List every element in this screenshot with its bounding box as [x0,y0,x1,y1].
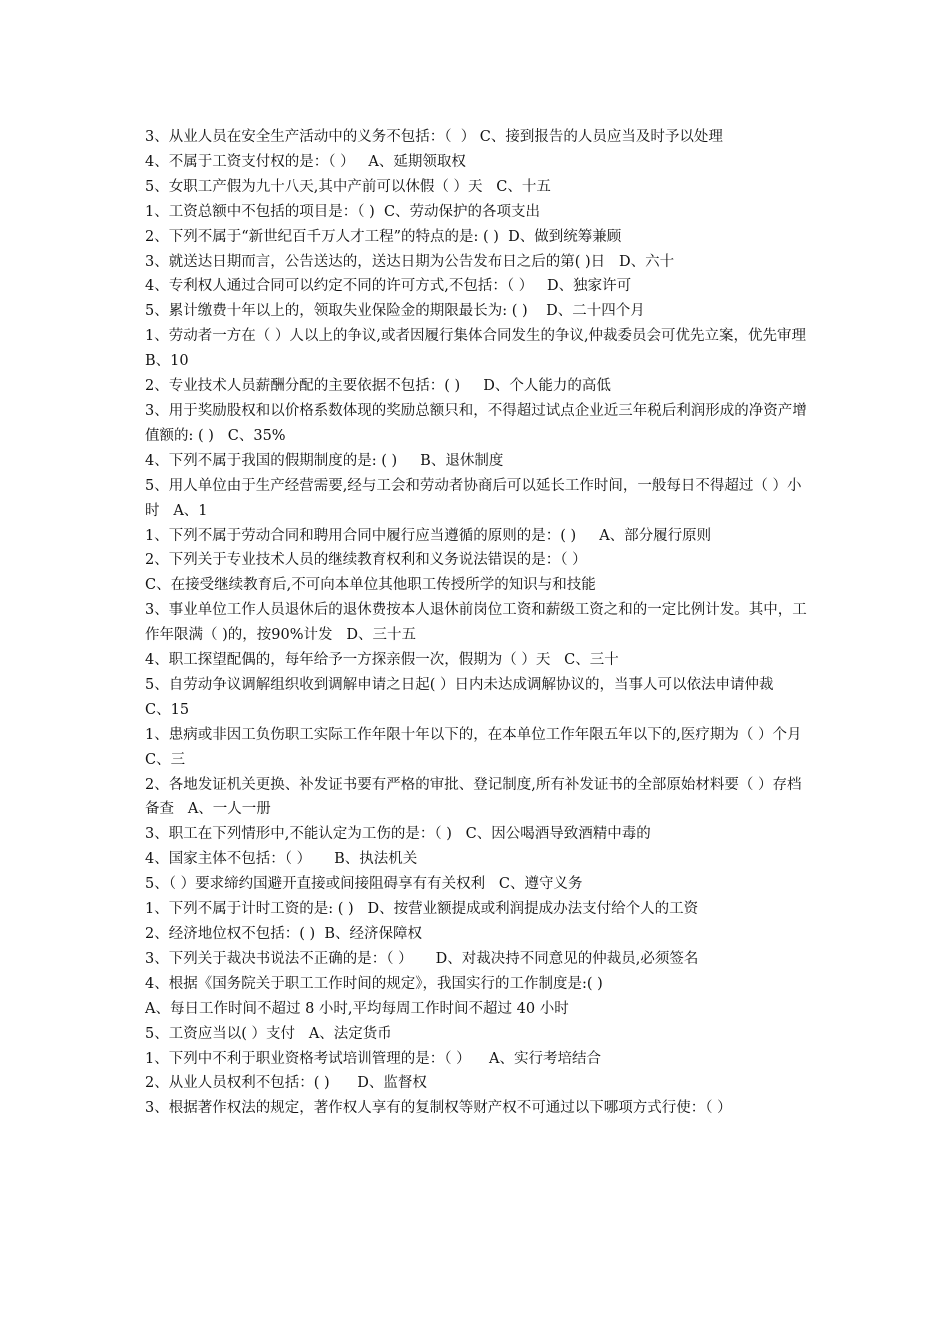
text-line: 3、根据著作权法的规定，著作权人享有的复制权等财产权不可通过以下哪项方式行使：（ ） [145,1100,732,1117]
text-line: C、三 [145,751,186,768]
text-line: C、在接受继续教育后,不可向本单位其他职工传授所学的知识与和技能 [145,577,596,594]
text-line: 2、下列不属于“新世纪百千万人才工程”的特点的是: ( ) D、做到统筹兼顾 [145,228,622,245]
text-line: C、15 [145,701,190,718]
text-line: 5、（ ）要求缔约国避开直接或间接阻碍享有有关权利 C、遵守义务 [145,876,583,893]
text-line: 1、下列不属于劳动合同和聘用合同中履行应当遵循的原则的是：( ) A、部分履行原则 [145,527,712,544]
text-line: 4、下列不属于我国的假期制度的是: ( ) B、退休制度 [145,452,504,469]
text-line: 4、国家主体不包括：（ ） B、执法机关 [145,851,418,868]
text-line: 3、下列关于裁决书说法不正确的是：（ ） D、对裁决持不同意见的仲裁员,必须签名 [145,950,699,967]
text-line: 5、工资应当以( ）支付 A、法定货币 [145,1025,392,1042]
text-line: 4、根据《国务院关于职工工作时间的规定》，我国实行的工作制度是:( ) [145,975,603,992]
document-page [145,125,820,1121]
text-line: 4、不属于工资支付权的是：（ ） A、延期领取权 [145,153,466,170]
text-line: 1、工资总额中不包括的项目是：（ ) C、劳动保护的各项支出 [145,203,541,220]
text-line: 2、从业人员权利不包括：( ) D、监督权 [145,1075,427,1092]
text-line: 2、专业技术人员薪酬分配的主要依据不包括：( ) D、个人能力的高低 [145,378,611,395]
text-line: 4、专利权人通过合同可以约定不同的许可方式,不包括：（ ） D、独家许可 [145,278,632,295]
text-line: 5、用人单位由于生产经营需要,经与工会和劳动者协商后可以延长工作时间，一般每日不得超过（ ）小时 A、1 [145,477,802,519]
text-line: 5、累计缴费十年以上的，领取失业保险金的期限最长为: ( ) D、二十四个月 [145,303,645,320]
text-line: 3、事业单位工作人员退休后的退休费按本人退休前岗位工资和薪级工资之和的一定比例计发。其中，工作年限满（ )的，按90%计发 D、三十五 [145,602,807,644]
text-line: 1、患病或非因工负伤职工实际工作年限十年以下的，在本单位工作年限五年以下的,医疗期为（ ）个月 [145,726,802,743]
text-line: 5、自劳动争议调解组织收到调解申请之日起( ）日内未达成调解协议的，当事人可以依法申请仲裁 [145,676,774,693]
text-line: 2、经济地位权不包括：( ) B、经济保障权 [145,926,423,942]
text-line: 5、女职工产假为九十八天,其中产前可以休假（ ）天 C、十五 [145,178,551,195]
text-line: 3、就送达日期而言，公告送达的，送达日期为公告发布日之后的第( )日 D、六十 [145,253,675,270]
text-line: 1、下列不属于计时工资的是: ( ) D、按营业额提成或利润提成办法支付给个人的工资 [145,901,699,918]
text-line: 4、职工探望配偶的，每年给予一方探亲假一次，假期为（ ）天 C、三十 [145,652,619,669]
text-line: 2、下列关于专业技术人员的继续教育权利和义务说法错误的是：（ ） [145,552,587,569]
text-line: 1、劳动者一方在（ ）人以上的争议,或者因履行集体合同发生的争议,仲裁委员会可优先立案，优先审理 B、10 [145,328,820,370]
text-line: A、每日工作时间不超过 8 小时,平均每周工作时间不超过 40 小时 [145,1000,569,1017]
text-line: 3、职工在下列情形中,不能认定为工伤的是：（ ) C、因公喝酒导致酒精中毒的 [145,826,651,843]
text-line: 2、各地发证机关更换、补发证书要有严格的审批、登记制度,所有补发证书的全部原始材料要（ ）存档备查 A、一人一册 [145,776,802,818]
text-line: 1、下列中不利于职业资格考试培训管理的是：（ ） A、实行考培结合 [145,1050,601,1067]
text-line: 3、用于奖励股权和以价格系数体现的奖励总额只和，不得超过试点企业近三年税后利润形成的净资产增值额的: ( ) C、35% [145,402,807,444]
text-line: 3、从业人员在安全生产活动中的义务不包括：（ ） C、接到报告的人员应当及时予以处理 [145,129,723,145]
